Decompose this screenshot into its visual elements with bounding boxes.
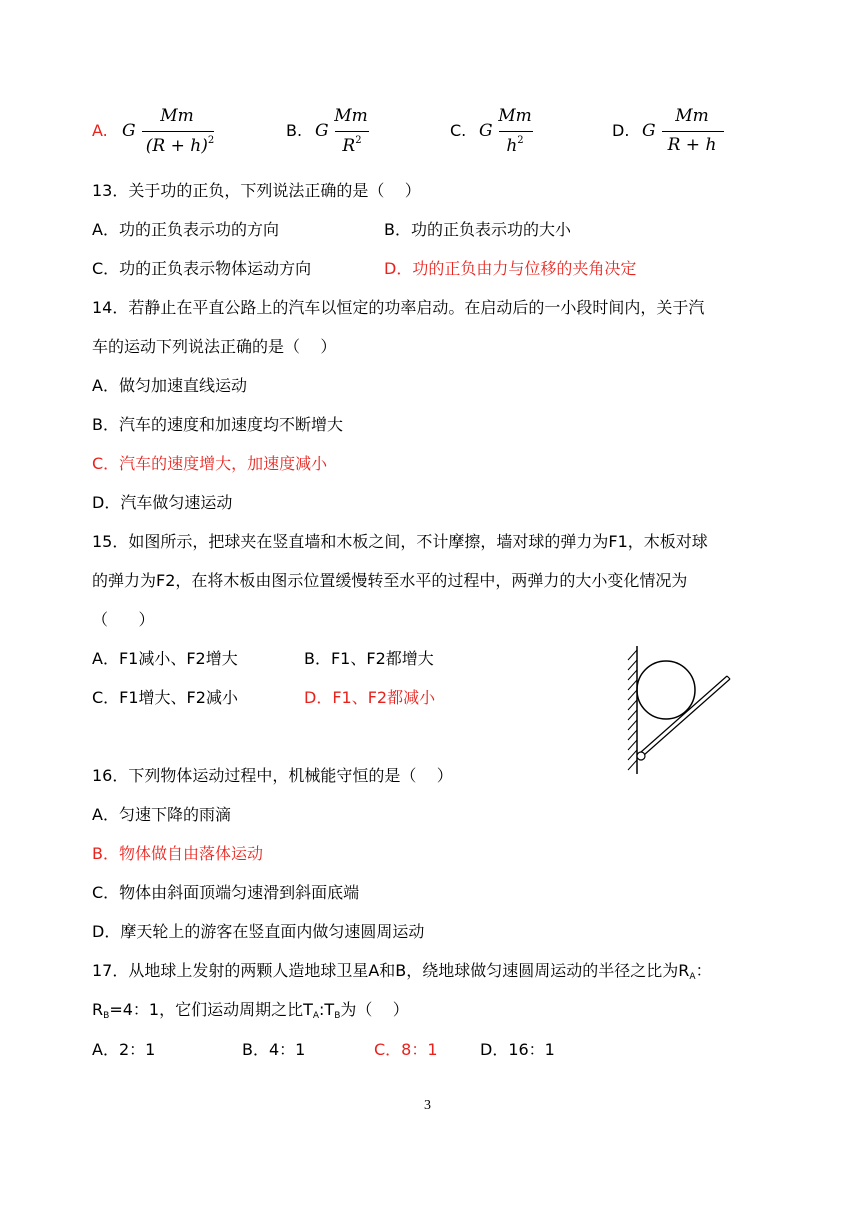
wall-hatching [628, 646, 637, 774]
q14-option-d: D．汽车做匀速运动 [92, 493, 233, 512]
q13-option-d: D．功的正负由力与位移的夹角决定 [384, 259, 637, 278]
q17-stem-line2: $R_B=4$：1，它们运动周期之比$T_A:T_B$为（ ） [92, 1000, 409, 1021]
q16-option-b: B．物体做自由落体运动 [92, 844, 263, 863]
q15-stem-line2: 的弹力为F2，在将木板由图示位置缓慢转至水平的过程中，两弹力的大小变化情况为 [92, 571, 688, 590]
q14-option-c: C．汽车的速度增大，加速度减小 [92, 454, 328, 473]
q12-option-a-formula: G Mm $(R + h)^2$ [122, 106, 215, 156]
board [641, 676, 730, 755]
q14-option-a: A．做匀加速直线运动 [92, 376, 247, 395]
q15-option-a: A．F1减小、F2增大 [92, 649, 238, 668]
q14-stem-line2: 车的运动下列说法正确的是（ ） [92, 337, 337, 356]
q16-option-a: A．匀速下降的雨滴 [92, 805, 231, 824]
q12-option-b-label: B. [286, 121, 303, 140]
q12-option-d-label: D. [612, 121, 630, 140]
q12-option-a-label: A. [92, 121, 108, 140]
q12-option-b-formula: G Mm $R^2$ [315, 106, 368, 156]
q14-option-b: B．汽车的速度和加速度均不断增大 [92, 415, 343, 434]
hinge [637, 752, 645, 760]
q15-stem-line3: （ ） [92, 610, 155, 629]
q17-option-c: C．8：1 [374, 1040, 438, 1059]
q13-option-b: B．功的正负表示功的大小 [384, 220, 571, 239]
q17-option-a: A．2：1 [92, 1040, 156, 1059]
q15-option-c: C．F1增大、F2减小 [92, 688, 238, 707]
q13-stem: 13．关于功的正负，下列说法正确的是（ ） [92, 181, 421, 200]
q15-stem-line1: 15．如图所示，把球夹在竖直墙和木板之间，不计摩擦，墙对球的弹力为F1，木板对球 [92, 532, 708, 551]
page-number: 3 [424, 1098, 431, 1113]
q17-option-b: B．4：1 [242, 1040, 306, 1059]
q17-option-d: D．16：1 [480, 1040, 555, 1059]
q15-option-b: B．F1、F2都增大 [304, 649, 434, 668]
q14-stem-line1: 14．若静止在平直公路上的汽车以恒定的功率启动。在启动后的一小段时间内，关于汽 [92, 298, 705, 317]
q13-option-a: A．功的正负表示功的方向 [92, 220, 279, 239]
q16-option-c: C．物体由斜面顶端匀速滑到斜面底端 [92, 883, 360, 902]
q15-option-d: D．F1、F2都减小 [304, 688, 436, 707]
q16-stem: 16．下列物体运动过程中，机械能守恒的是（ ） [92, 766, 453, 785]
q13-option-c: C．功的正负表示物体运动方向 [92, 259, 312, 278]
q12-option-d-formula: G Mm R + h [642, 108, 722, 158]
ball [637, 661, 695, 719]
q12-option-c-label: C. [450, 121, 467, 140]
q16-option-d: D．摩天轮上的游客在竖直面内做匀速圆周运动 [92, 922, 425, 941]
q17-stem-line1: 17．从地球上发射的两颗人造地球卫星A和B，绕地球做匀速圆周运动的半径之比为$R_A$： [92, 961, 712, 982]
q12-option-c-formula: G Mm $h^2$ [479, 106, 532, 156]
wall-ball-board-figure [615, 640, 735, 780]
